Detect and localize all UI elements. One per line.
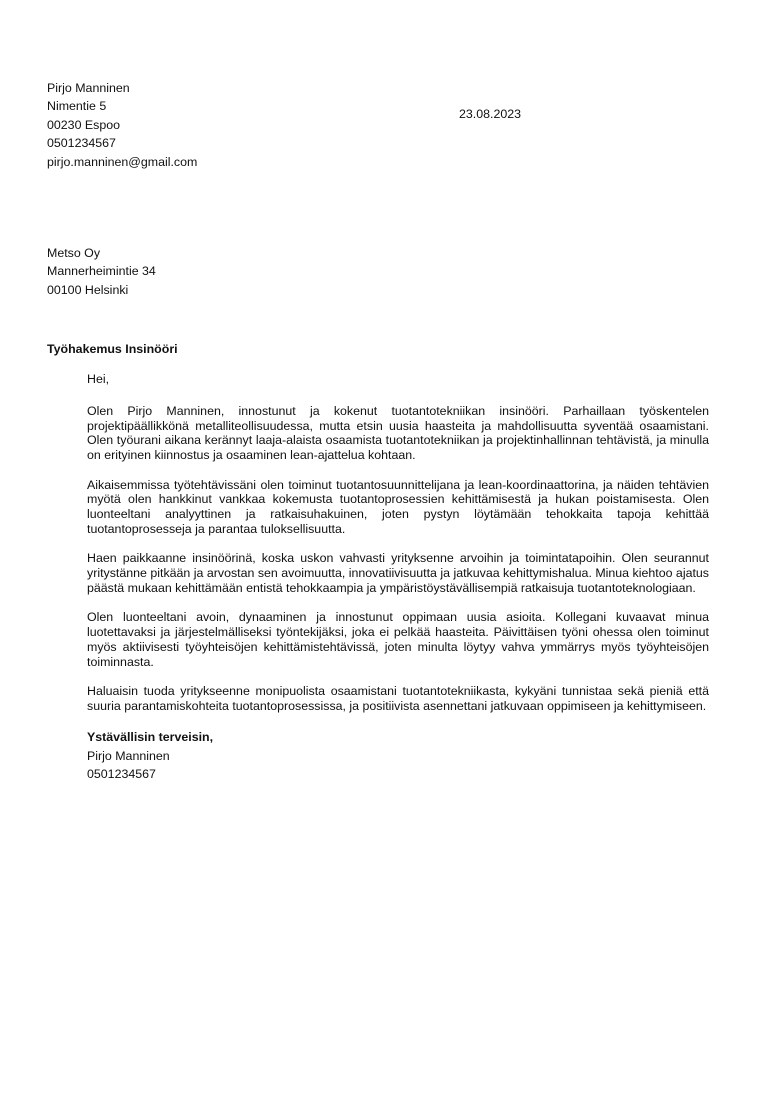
paragraph-5: Haluaisin tuoda yritykseenne monipuolista osaamistani tuotantotekniikasta, kykyäni tunnistaa sekä pieniä että suuria parantamiskohteita tuotantoprosessissa, ja positiivista asennettani jatkuvaan oppimiseen ja kehittymiseen. <box>87 684 709 713</box>
recipient-company: Metso Oy <box>47 246 101 260</box>
closing: Ystävällisin terveisin, <box>87 730 214 745</box>
sender-email: pirjo.manninen@gmail.com <box>47 154 198 169</box>
recipient-address <box>47 244 156 299</box>
signature-phone: 0501234567 <box>87 767 156 782</box>
recipient-street: Mannerheimintie 34 <box>47 264 156 279</box>
letter-body <box>87 372 709 784</box>
paragraph-1: Olen Pirjo Manninen, innostunut ja kokenut tuotantotekniikan insinööri. Parhaillaan työskentelen projektipäällikkönä metalliteollisuudessa, mutta etsin uusia haasteita ja mahdollisuutta syventää osaamistani. Olen työurani aikana kerännyt laaja-alaista osaamista tuotantotekniikan ja projektinhallinnan tehtävistä, ja minulla on erityinen kiinnostus ja osaaminen lean-ajattelua kohtaan. <box>87 403 709 463</box>
letter-date: 23.08.2023 <box>459 107 522 121</box>
signature-name: Pirjo Manninen <box>87 748 170 763</box>
recipient-postal-city: 00100 Helsinki <box>47 282 129 297</box>
greeting: Hei, <box>87 372 110 386</box>
paragraph-2: Aikaisemmissa työtehtävissäni olen toiminut tuotantosuunnittelijana ja lean-koordinaattorina, ja näiden tehtävien myötä olen hankkinut vankkaa kokemusta tuotantoprosessien kehittämisestä ja hukan poistamisesta. Olen luonteeltani analyyttinen ja ratkaisuhakuinen, joten pystyn löytämään tehokkaita tapoja kehittää tuotantoprosesseja ja parantaa tuloksellisuutta. <box>87 477 709 536</box>
paragraph-4: Olen luonteeltani avoin, dynaaminen ja innostunut oppimaan uusia asioita. Kollegani kuvaavat minua luotettavaksi ja järjestelmälliseksi työntekijäksi, joka ei pelkää haasteita. Päivittäisen työni ohessa olen toiminut myös aktiivisesti työyhteisöjen kehittämistehtävissä, joten minulta löytyy vahva ymmärrys myös työyhteisöjen toiminnasta. <box>87 610 709 669</box>
sender-street: Nimentie 5 <box>47 99 107 114</box>
sender-name: Pirjo Manninen <box>47 81 130 95</box>
letter-subject: Työhakemus Insinööri <box>47 342 178 356</box>
paragraph-3: Haen paikkaanne insinöörinä, koska uskon vahvasti yrityksenne arvoihin ja toimintatapoihin. Olen seurannut yritystänne pitkään ja arvostan sen avoimuutta, innovatiivisuutta ja jatkuvaa kehittymishalua. Minua kiehtoo ajatus päästä mukaan kehittämään entistä tehokkaampia ja ympäristöystävällisempiä ratkaisuja tuotantoteknologiaan. <box>87 551 709 595</box>
sender-phone: 0501234567 <box>47 136 116 151</box>
sender-postal-city: 00230 Espoo <box>47 117 121 132</box>
sender-address <box>47 79 197 171</box>
